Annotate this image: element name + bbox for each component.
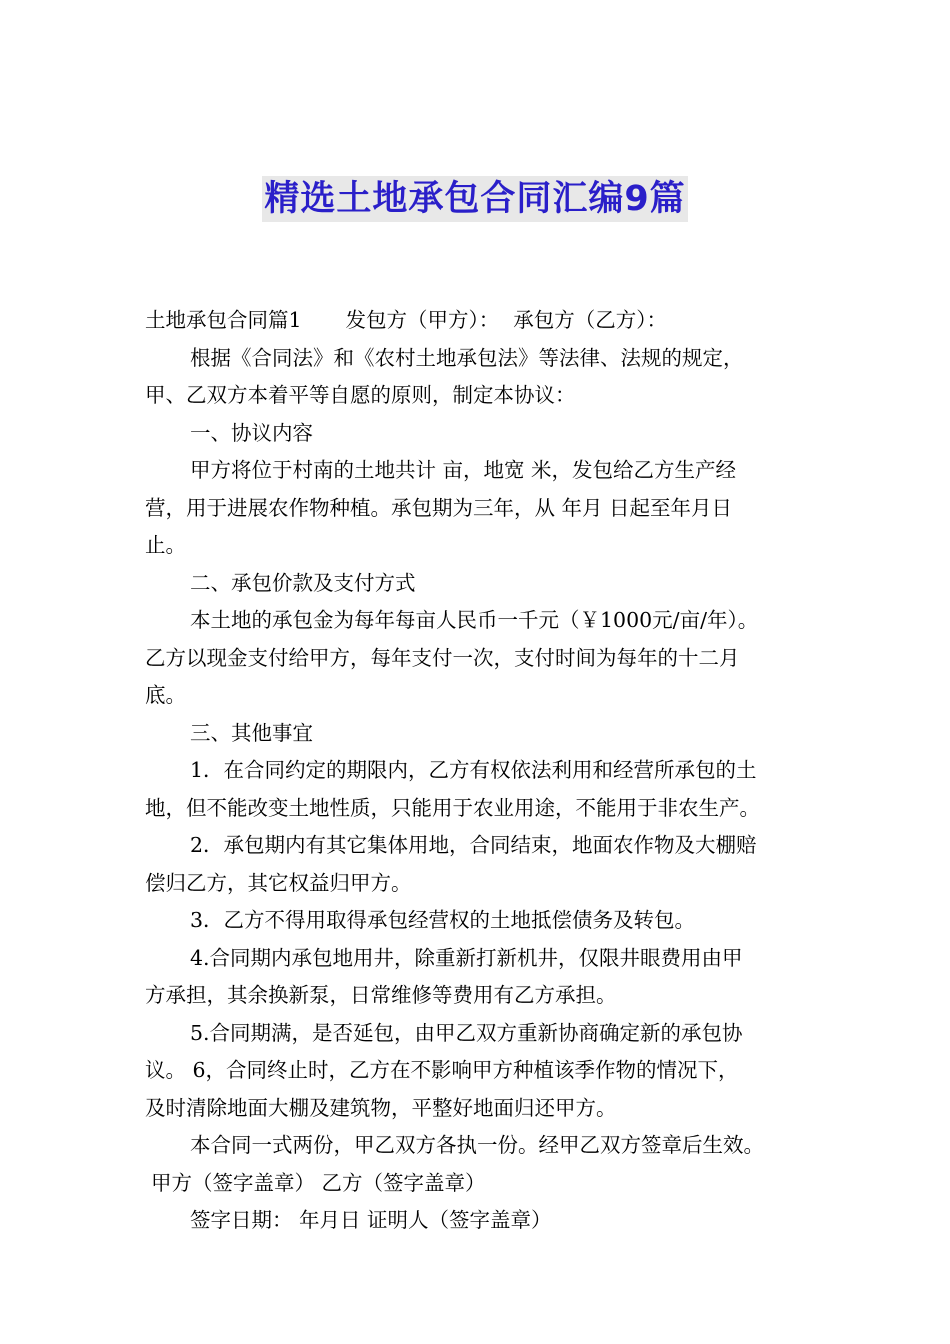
section-heading: 二、承包价款及支付方式	[190, 570, 416, 595]
paragraph-line: 乙方以现金支付给甲方，每年支付一次，支付时间为每年的十二月	[145, 645, 740, 670]
document-body	[145, 302, 825, 1240]
paragraph-line: 甲、乙双方本着平等自愿的原则，制定本协议：	[145, 383, 576, 407]
clause-line: 2．承包期内有其它集体用地，合同结束，地面农作物及大棚赔	[190, 833, 757, 857]
section-heading: 一、协议内容	[190, 420, 313, 445]
clause-line: 议。 6，合同终止时，乙方在不影响甲方种植该季作物的情况下，	[145, 1058, 739, 1082]
clause-line: 地，但不能改变土地性质，只能用于农业用途，不能用于非农生产。	[145, 795, 760, 820]
clause-line: 1．在合同约定的期限内，乙方有权依法利用和经营所承包的土	[190, 758, 757, 782]
signature-date-line: 签字日期： 年月日 证明人（签字盖章）	[190, 1208, 552, 1232]
paragraph-line: 根据《合同法》和《农村土地承包法》等法律、法规的规定，	[190, 345, 744, 370]
clause-line: 5.合同期满，是否延包，由甲乙双方重新协商确定新的承包协	[190, 1020, 743, 1045]
paragraph-line: 底。	[145, 683, 186, 707]
contract-number: 土地承包合同篇1	[145, 308, 302, 332]
clause-line: 4.合同期内承包地用井，除重新打新机井，仅限井眼费用由甲	[190, 945, 743, 970]
clause-line: 3．乙方不得用取得承包经营权的土地抵偿债务及转包。	[190, 908, 696, 932]
paragraph-line: 本合同一式两份，甲乙双方各执一份。经甲乙双方签章后生效。	[190, 1133, 764, 1157]
paragraph-line: 本土地的承包金为每年每亩人民币一千元（￥1000元/亩/年）。	[190, 608, 759, 632]
party-b-label: 承包方（乙方）：	[513, 308, 668, 332]
signature-line: 甲方（签字盖章） 乙方（签字盖章）	[151, 1170, 486, 1195]
party-a-label: 发包方（甲方）：	[345, 308, 500, 332]
contract-header-line	[145, 302, 825, 340]
section-heading: 三、其他事宜	[190, 720, 313, 745]
clause-line: 偿归乙方，其它权益归甲方。	[145, 870, 412, 895]
paragraph-line: 甲方将位于村南的土地共计 亩，地宽 米，发包给乙方生产经	[190, 458, 737, 482]
paragraph-line: 止。	[145, 533, 186, 557]
title-container	[0, 176, 950, 222]
document-title: 精选土地承包合同汇编9篇	[262, 176, 687, 222]
clause-line: 方承担，其余换新泵，日常维修等费用有乙方承担。	[145, 983, 617, 1007]
clause-line: 及时清除地面大棚及建筑物，平整好地面归还甲方。	[145, 1095, 617, 1120]
paragraph-line: 营，用于进展农作物种植。承包期为三年，从 年月 日起至年月日	[145, 495, 733, 520]
